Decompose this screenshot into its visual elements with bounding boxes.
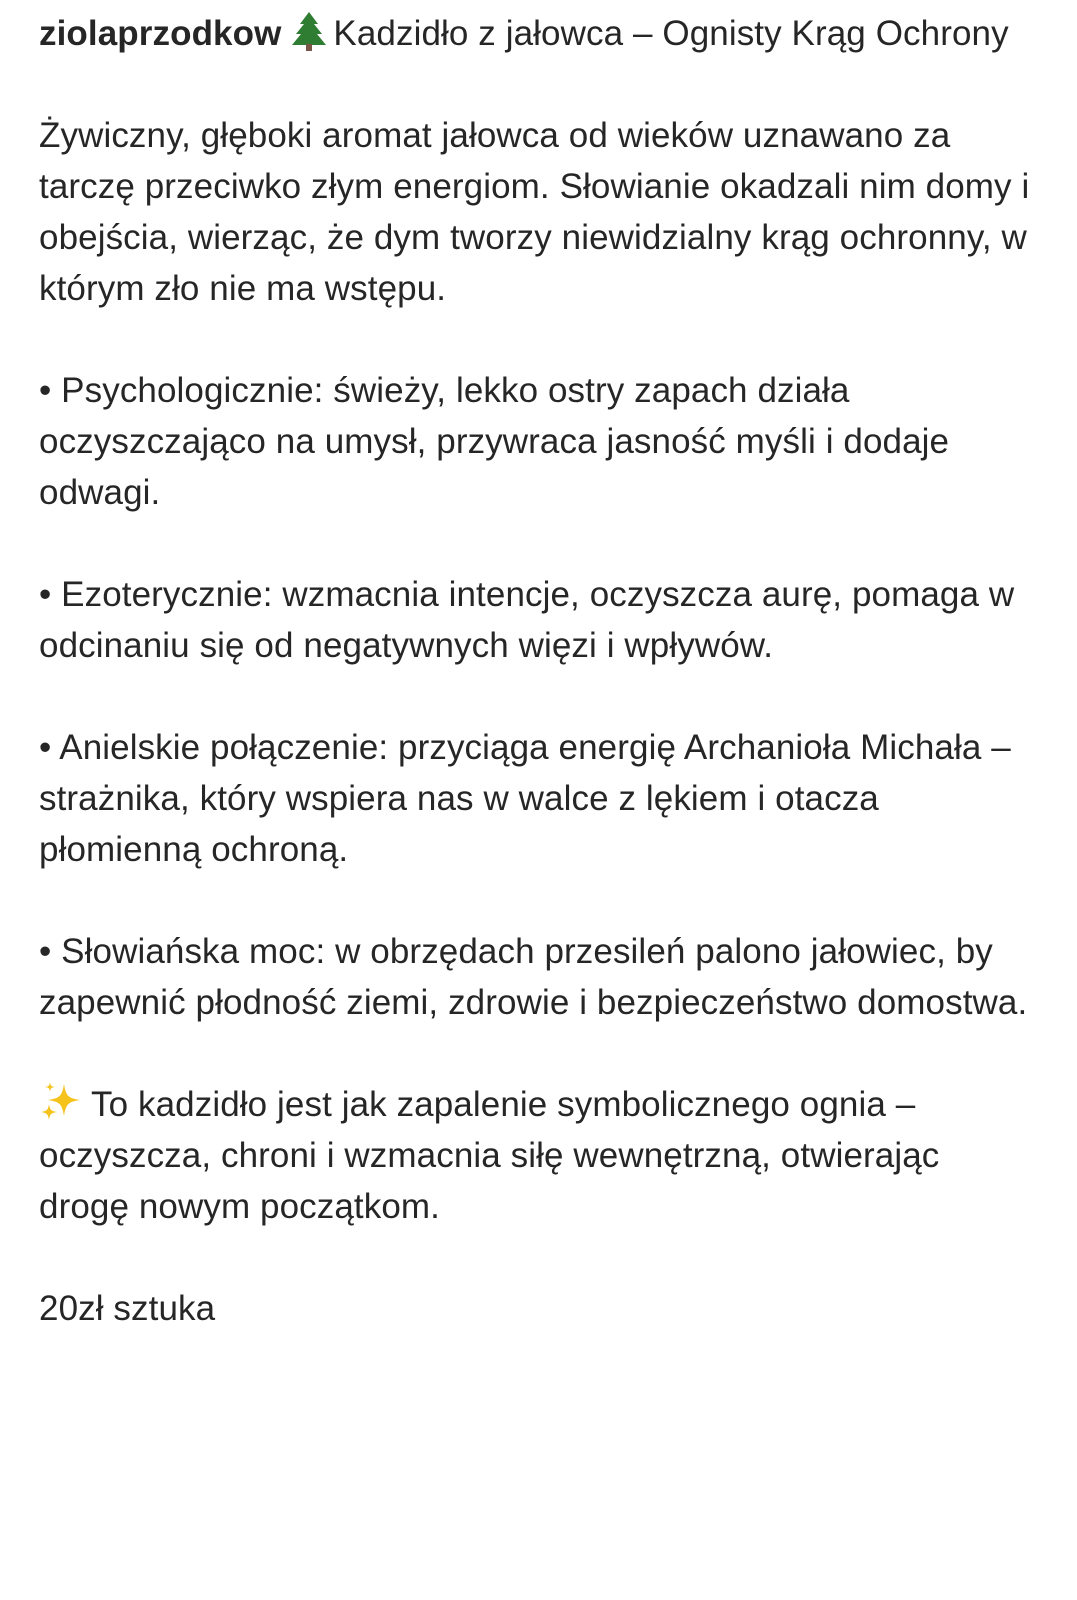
post-title: Kadzidło z jałowca – Ognisty Krąg Ochrony (333, 14, 1009, 53)
bullet-slavic: • Słowiańska moc: w obrzędach przesileń palono jałowiec, by zapewnić płodność ziemi, zdrowie i bezpieczeństwo domostwa. (39, 932, 1028, 1022)
evergreen-tree-icon (289, 11, 329, 51)
intro-paragraph: Żywiczny, głęboki aromat jałowca od wieków uznawano za tarczę przeciwko złym energiom. Słowianie okadzali nim domy i obejścia, wierząc, że dym tworzy niewidzialny krąg ochronny, w którym zło nie ma wstępu. (39, 116, 1030, 308)
bullet-angelic: • Anielskie połączenie: przyciąga energię Archanioła Michała – strażnika, który wspiera nas w walce z lękiem i otacza płomienną ochroną. (39, 728, 1011, 869)
closing-paragraph (39, 1079, 1039, 1232)
sparkles-icon (39, 1080, 83, 1124)
price-label: 20zł sztuka (39, 1289, 216, 1328)
caption-header (39, 8, 1039, 59)
username-link[interactable]: ziolaprzodkow (39, 14, 282, 53)
bullet-psychological: • Psychologicznie: świeży, lekko ostry zapach działa oczyszczająco na umysł, przywraca jasność myśli i dodaje odwagi. (39, 371, 950, 512)
post-caption (39, 8, 1039, 1334)
closing-text: To kadzidło jest jak zapalenie symbolicznego ognia – oczyszcza, chroni i wzmacnia siłę wewnętrzną, otwierając drogę nowym początkom. (39, 1085, 940, 1226)
bullet-esoteric: • Ezoterycznie: wzmacnia intencje, oczyszcza aurę, pomaga w odcinaniu się od negatywnych więzi i wpływów. (39, 575, 1015, 665)
